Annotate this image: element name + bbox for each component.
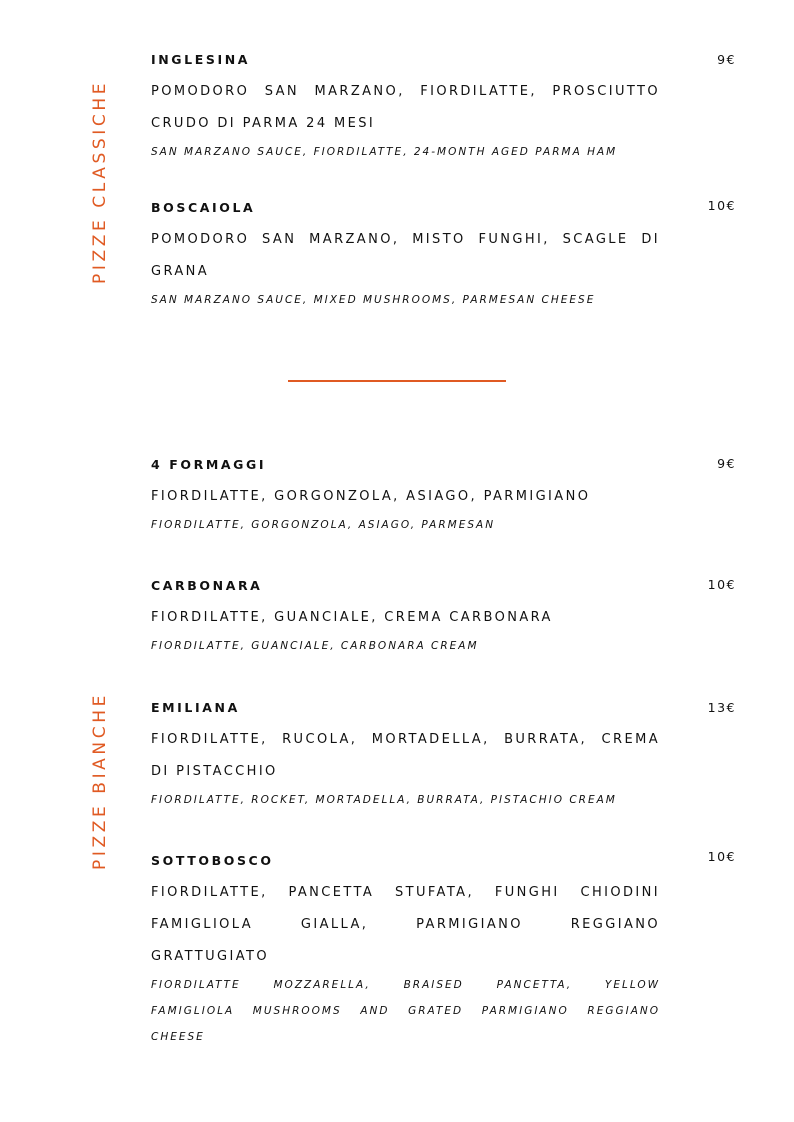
description-line: FIORDILATTE, GUANCIALE, CREMA CARBONARA: [151, 610, 553, 625]
menu-item-4-formaggi: [151, 457, 660, 538]
menu-item-boscaiola: [151, 200, 660, 313]
item-name: SOTTOBOSCO: [151, 853, 274, 868]
translation-line: CHEESE: [151, 1031, 205, 1043]
description-line: FAMIGLIOLA GIALLA, PARMIGIANO REGGIANO: [151, 917, 660, 932]
menu-item-sottobosco: [151, 853, 660, 1050]
section-label-bianche: PIZZE BIANCHE: [90, 692, 110, 870]
description-line: FIORDILATTE, RUCOLA, MORTADELLA, BURRATA, CREMA: [151, 732, 660, 747]
item-translation: FIORDILATTE, ROCKET, MORTADELLA, BURRATA, PISTACHIO CREAM: [151, 794, 617, 806]
description-line: GRATTUGIATO: [151, 949, 269, 964]
item-name: CARBONARA: [151, 578, 263, 593]
item-price-inglesina: 9€: [717, 52, 736, 67]
description-line: DI PISTACCHIO: [151, 764, 278, 779]
item-description: [151, 481, 660, 513]
item-translation: SAN MARZANO SAUCE, MIXED MUSHROOMS, PARMESAN CHEESE: [151, 294, 596, 306]
description-line: POMODORO SAN MARZANO, MISTO FUNGHI, SCAGLE DI: [151, 232, 660, 247]
description-line: POMODORO SAN MARZANO, FIORDILATTE, PROSCIUTTO: [151, 84, 660, 99]
item-price-4-formaggi: 9€: [717, 456, 736, 471]
item-translation: FIORDILATTE, GORGONZOLA, ASIAGO, PARMESAN: [151, 519, 496, 531]
item-price-sottobosco: 10€: [707, 849, 736, 864]
section-label-classiche: PIZZE CLASSICHE: [90, 79, 110, 284]
menu-item-emiliana: [151, 700, 660, 813]
item-name: INGLESINA: [151, 52, 251, 67]
item-description: [151, 76, 660, 140]
item-translation: [151, 972, 660, 1050]
item-description: [151, 224, 660, 288]
item-price-boscaiola: 10€: [707, 198, 736, 213]
item-name: BOSCAIOLA: [151, 200, 256, 215]
section-divider: [288, 380, 506, 382]
item-description: [151, 877, 660, 973]
item-translation: SAN MARZANO SAUCE, FIORDILATTE, 24-MONTH AGED PARMA HAM: [151, 146, 618, 158]
translation-line: FIORDILATTE MOZZARELLA, BRAISED PANCETTA, YELLOW: [151, 979, 660, 991]
item-translation: FIORDILATTE, GUANCIALE, CARBONARA CREAM: [151, 640, 479, 652]
description-line: FIORDILATTE, PANCETTA STUFATA, FUNGHI CHIODINI: [151, 885, 660, 900]
description-line: CRUDO DI PARMA 24 MESI: [151, 116, 376, 131]
menu-item-inglesina: [151, 52, 660, 165]
description-line: FIORDILATTE, GORGONZOLA, ASIAGO, PARMIGIANO: [151, 489, 591, 504]
translation-line: FAMIGLIOLA MUSHROOMS AND GRATED PARMIGIANO REGGIANO: [151, 1005, 660, 1017]
description-line: GRANA: [151, 264, 210, 279]
item-description: [151, 602, 660, 634]
item-price-carbonara: 10€: [707, 577, 736, 592]
item-name: EMILIANA: [151, 700, 240, 715]
item-description: [151, 724, 660, 788]
item-name: 4 FORMAGGI: [151, 457, 267, 472]
item-price-emiliana: 13€: [707, 700, 736, 715]
menu-item-carbonara: [151, 578, 660, 659]
